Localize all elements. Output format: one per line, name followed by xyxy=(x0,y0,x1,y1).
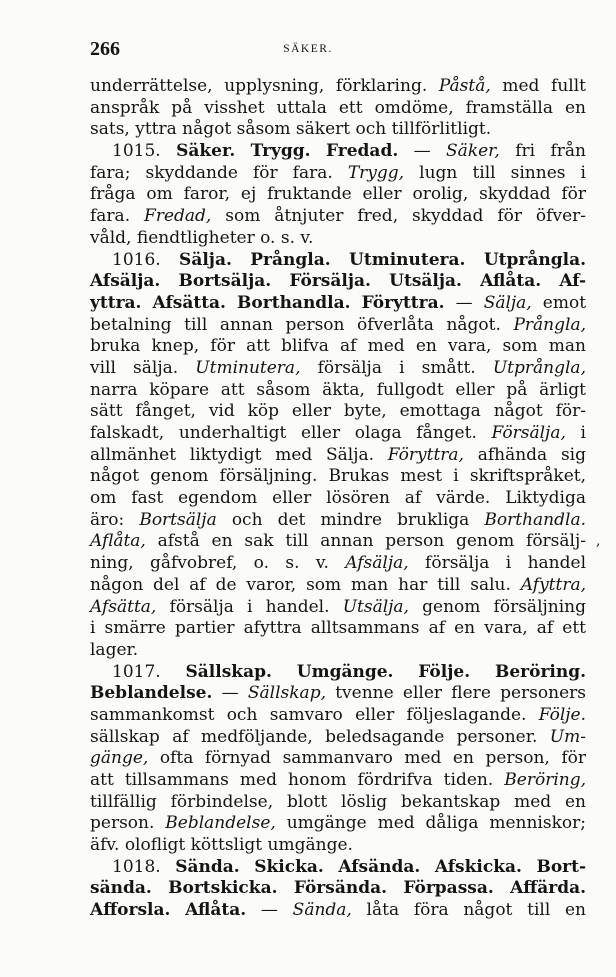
emphasized-term: Sällskap, xyxy=(247,683,326,704)
text-run xyxy=(393,662,418,682)
text-run: i xyxy=(565,423,586,443)
text-run: ofta förnyad sammanvaro med en person, för xyxy=(148,748,586,769)
headword: Följe. xyxy=(418,661,471,682)
headword: Utsälja. xyxy=(389,271,462,292)
headword: Beblandelse. xyxy=(90,683,213,704)
text-run: 1015. xyxy=(112,141,177,162)
text-line xyxy=(90,271,586,293)
text-run: allmänhet liktydigt med Sälja. xyxy=(90,444,388,465)
text-run: emot xyxy=(531,292,587,313)
text-run: sällskap af medföljande, beledsagande personer. xyxy=(90,726,550,747)
text-run xyxy=(152,878,168,898)
text-run: låta föra något till en xyxy=(351,900,586,921)
text-run xyxy=(541,271,559,291)
text-line xyxy=(90,575,586,597)
text-line xyxy=(90,813,586,835)
headword: sända. xyxy=(90,878,152,899)
headword: Beröring. xyxy=(494,661,587,682)
text-line xyxy=(90,618,586,640)
text-run: om fast egendom eller lösören af värde. Liktydiga xyxy=(90,488,586,509)
text-run xyxy=(331,250,349,270)
text-run: försälja i handel xyxy=(408,553,587,574)
text-line xyxy=(90,683,586,705)
text-run: 1016. xyxy=(112,249,180,270)
text-run: våld, fiendtligheter o. s. v. xyxy=(90,227,314,248)
page-number: 266 xyxy=(90,38,120,60)
emphasized-term: Prångla, xyxy=(513,314,586,335)
text-line xyxy=(90,770,586,792)
text-line xyxy=(90,857,586,879)
text-line xyxy=(90,163,586,185)
emphasized-term: Följe. xyxy=(538,704,586,725)
text-line xyxy=(90,748,586,770)
headword: Bortskicka. xyxy=(168,878,278,899)
text-line xyxy=(90,119,586,141)
emphasized-term: Borthandla. xyxy=(484,509,586,530)
headword: Skicka. xyxy=(254,856,324,877)
text-run xyxy=(387,878,403,898)
text-line xyxy=(90,662,586,684)
text-run xyxy=(522,857,537,877)
text-run xyxy=(271,271,289,291)
text-run: sammankomst och samvaro eller följeslagande. xyxy=(90,704,539,725)
headword: Förpassa. xyxy=(403,878,494,899)
text-run: lager. xyxy=(90,639,139,660)
headword: Fredad. xyxy=(326,141,399,162)
text-line xyxy=(90,466,586,488)
text-run: sats, yttra något såsom säkert och tillförlitligt. xyxy=(90,119,492,140)
emphasized-term: Um- xyxy=(549,726,586,747)
text-line xyxy=(90,445,586,467)
emphasized-term: Säker, xyxy=(446,141,500,162)
text-run xyxy=(240,857,255,877)
emphasized-term: Utprångla, xyxy=(492,357,586,378)
text-line xyxy=(90,184,586,206)
text-line xyxy=(90,206,586,228)
text-line xyxy=(90,900,586,922)
headword: Utminutera. xyxy=(349,249,466,270)
text-line xyxy=(90,878,586,900)
headword: Föryttra. xyxy=(361,292,445,313)
text-run xyxy=(272,662,297,682)
emphasized-term: Trygg, xyxy=(347,162,405,183)
text-line xyxy=(90,510,586,532)
page-header xyxy=(90,38,526,62)
headword: Bort- xyxy=(536,856,587,877)
text-run: någon del af de varor, som man har till salu. xyxy=(90,574,521,595)
emphasized-term: Sända, xyxy=(292,900,352,921)
text-run: — xyxy=(246,900,293,921)
text-run xyxy=(311,141,326,161)
text-line xyxy=(90,401,586,423)
text-run xyxy=(494,878,510,898)
text-run xyxy=(324,857,339,877)
text-run: äfv. olofligt köttsligt umgänge. xyxy=(90,835,353,856)
text-run: falskadt, underhaltigt eller olaga fånget. xyxy=(90,423,492,443)
text-run: fara. xyxy=(90,206,145,227)
text-line xyxy=(90,727,586,749)
emphasized-term: Försälja, xyxy=(491,423,566,443)
text-run: tvenne eller flere personers xyxy=(325,683,587,704)
headword: Affärda. xyxy=(510,878,587,899)
text-run: lugn till sinnes i xyxy=(404,162,586,183)
text-run: 1017. xyxy=(112,661,186,682)
text-run: ning, gåfvobref, o. s. v. xyxy=(90,553,346,574)
headword: Utprångla. xyxy=(483,249,587,270)
text-line xyxy=(90,792,586,814)
headword: Sälja. xyxy=(179,249,232,270)
headword: Umgänge. xyxy=(296,661,394,682)
text-line xyxy=(90,531,586,553)
text-run xyxy=(170,900,185,920)
text-run: något genom försäljning. Brukas mest i skriftspråket, xyxy=(90,466,586,487)
headword: yttra. xyxy=(90,292,142,313)
headword: Trygg. xyxy=(250,141,311,162)
running-head: SÄKER. xyxy=(283,43,333,55)
headword: Aflåta. xyxy=(480,271,542,292)
headword: Afskicka. xyxy=(434,856,522,877)
text-line xyxy=(90,835,586,857)
text-line xyxy=(90,336,586,358)
text-line xyxy=(90,98,586,120)
text-line xyxy=(90,553,586,575)
text-run: narra köpare att såsom äkta, fullgodt eller på ärligt xyxy=(90,379,586,400)
text-run xyxy=(226,293,237,313)
emphasized-term: Beröring, xyxy=(504,770,586,790)
emphasized-term: Afyttra, xyxy=(520,574,586,595)
text-run xyxy=(371,271,389,291)
text-line xyxy=(90,380,586,402)
emphasized-term: Fredad, xyxy=(144,206,212,227)
headword: Sända. xyxy=(175,856,240,877)
headword: Prångla. xyxy=(250,249,331,270)
text-run xyxy=(141,293,152,313)
text-run: afhända sig xyxy=(463,444,586,465)
text-line xyxy=(90,597,586,619)
text-run: att tillsammans med honom fördrifva tiden. xyxy=(90,770,505,790)
headword: Försända. xyxy=(293,878,388,899)
text-run: person. xyxy=(90,813,166,834)
headword: Afsätta. xyxy=(152,292,226,313)
text-run: anspråk på visshet uttala ett omdöme, framställa en xyxy=(90,97,586,118)
text-line xyxy=(90,293,586,315)
text-run: underrättelse, upplysning, förklaring. xyxy=(90,76,439,96)
headword: Bortsälja. xyxy=(178,271,272,292)
text-run xyxy=(462,271,480,291)
text-run: äro: xyxy=(90,509,140,530)
text-run xyxy=(470,662,495,682)
emphasized-term: Afsälja, xyxy=(345,553,409,574)
text-run: fara; skyddande för fara. xyxy=(90,162,348,183)
text-run: betalning till annan person öfverlåta något. xyxy=(90,314,514,335)
text-run: bruka knep, för att blifva af med en vara, som man xyxy=(90,336,586,357)
text-run: försälja i smått. xyxy=(300,357,493,378)
emphasized-term: Aflåta, xyxy=(90,531,146,552)
text-run: fråga om faror, ej fruktande eller orolig, skyddad för xyxy=(90,184,586,205)
text-run: sätt fånget, vid köp eller byte, emottaga något för- xyxy=(90,401,586,422)
text-run xyxy=(420,857,435,877)
headword: Borthandla. xyxy=(237,292,351,313)
emphasized-term: Utsälja, xyxy=(342,596,409,617)
text-run: genom försäljning xyxy=(408,596,586,617)
emphasized-term: Afsätta, xyxy=(90,596,157,617)
text-line xyxy=(90,358,586,380)
body-text xyxy=(90,76,586,922)
emphasized-term: Påstå, xyxy=(438,76,491,96)
text-line xyxy=(90,141,586,163)
emphasized-term: Utminutera, xyxy=(195,357,301,378)
text-line xyxy=(90,228,586,250)
headword: Sällskap. xyxy=(185,661,272,682)
text-run xyxy=(465,250,483,270)
text-line xyxy=(90,250,586,272)
text-run xyxy=(235,141,250,161)
text-run: umgänge med dåliga menniskor; xyxy=(275,813,586,834)
text-run: i smärre partier afyttra alltsammans af en vara, af ett xyxy=(90,618,586,639)
text-run: vill sälja. xyxy=(90,357,196,378)
text-run: som åtnjuter fred, skyddad för öfver- xyxy=(211,206,586,227)
headword: Afsända. xyxy=(338,856,421,877)
text-run: afstå en sak till annan person genom försälj- xyxy=(145,531,586,552)
headword: Försälja. xyxy=(289,271,371,292)
margin-mark: , xyxy=(596,533,601,549)
emphasized-term: Föryttra, xyxy=(387,444,464,465)
emphasized-term: Bortsälja xyxy=(139,509,217,530)
emphasized-term: Beblandelse, xyxy=(165,813,276,834)
text-run: fri från xyxy=(499,141,586,162)
text-run: — xyxy=(444,292,484,313)
text-run xyxy=(232,250,250,270)
emphasized-term: Sälja, xyxy=(483,292,532,313)
text-run xyxy=(160,271,178,291)
text-run: med fullt xyxy=(490,76,586,96)
headword: Säker. xyxy=(176,141,236,162)
emphasized-term: gänge, xyxy=(90,748,149,769)
text-run xyxy=(351,293,362,313)
text-run: 1018. xyxy=(112,856,176,877)
text-line xyxy=(90,640,586,662)
text-run: — xyxy=(398,141,447,162)
text-line xyxy=(90,315,586,337)
headword: Afforsla. xyxy=(90,900,171,921)
headword: Afsälja. xyxy=(90,271,161,292)
text-line xyxy=(90,423,586,445)
text-line xyxy=(90,76,586,98)
text-line xyxy=(90,705,586,727)
text-run: och det mindre brukliga xyxy=(216,509,485,530)
headword: Aflåta. xyxy=(185,900,247,921)
text-run xyxy=(278,878,294,898)
text-line xyxy=(90,488,586,510)
headword: Af- xyxy=(559,271,587,292)
text-run: — xyxy=(212,683,248,704)
text-run: tillfällig förbindelse, blott löslig bekantskap med en xyxy=(90,791,586,812)
text-run: försälja i handel. xyxy=(156,596,343,617)
